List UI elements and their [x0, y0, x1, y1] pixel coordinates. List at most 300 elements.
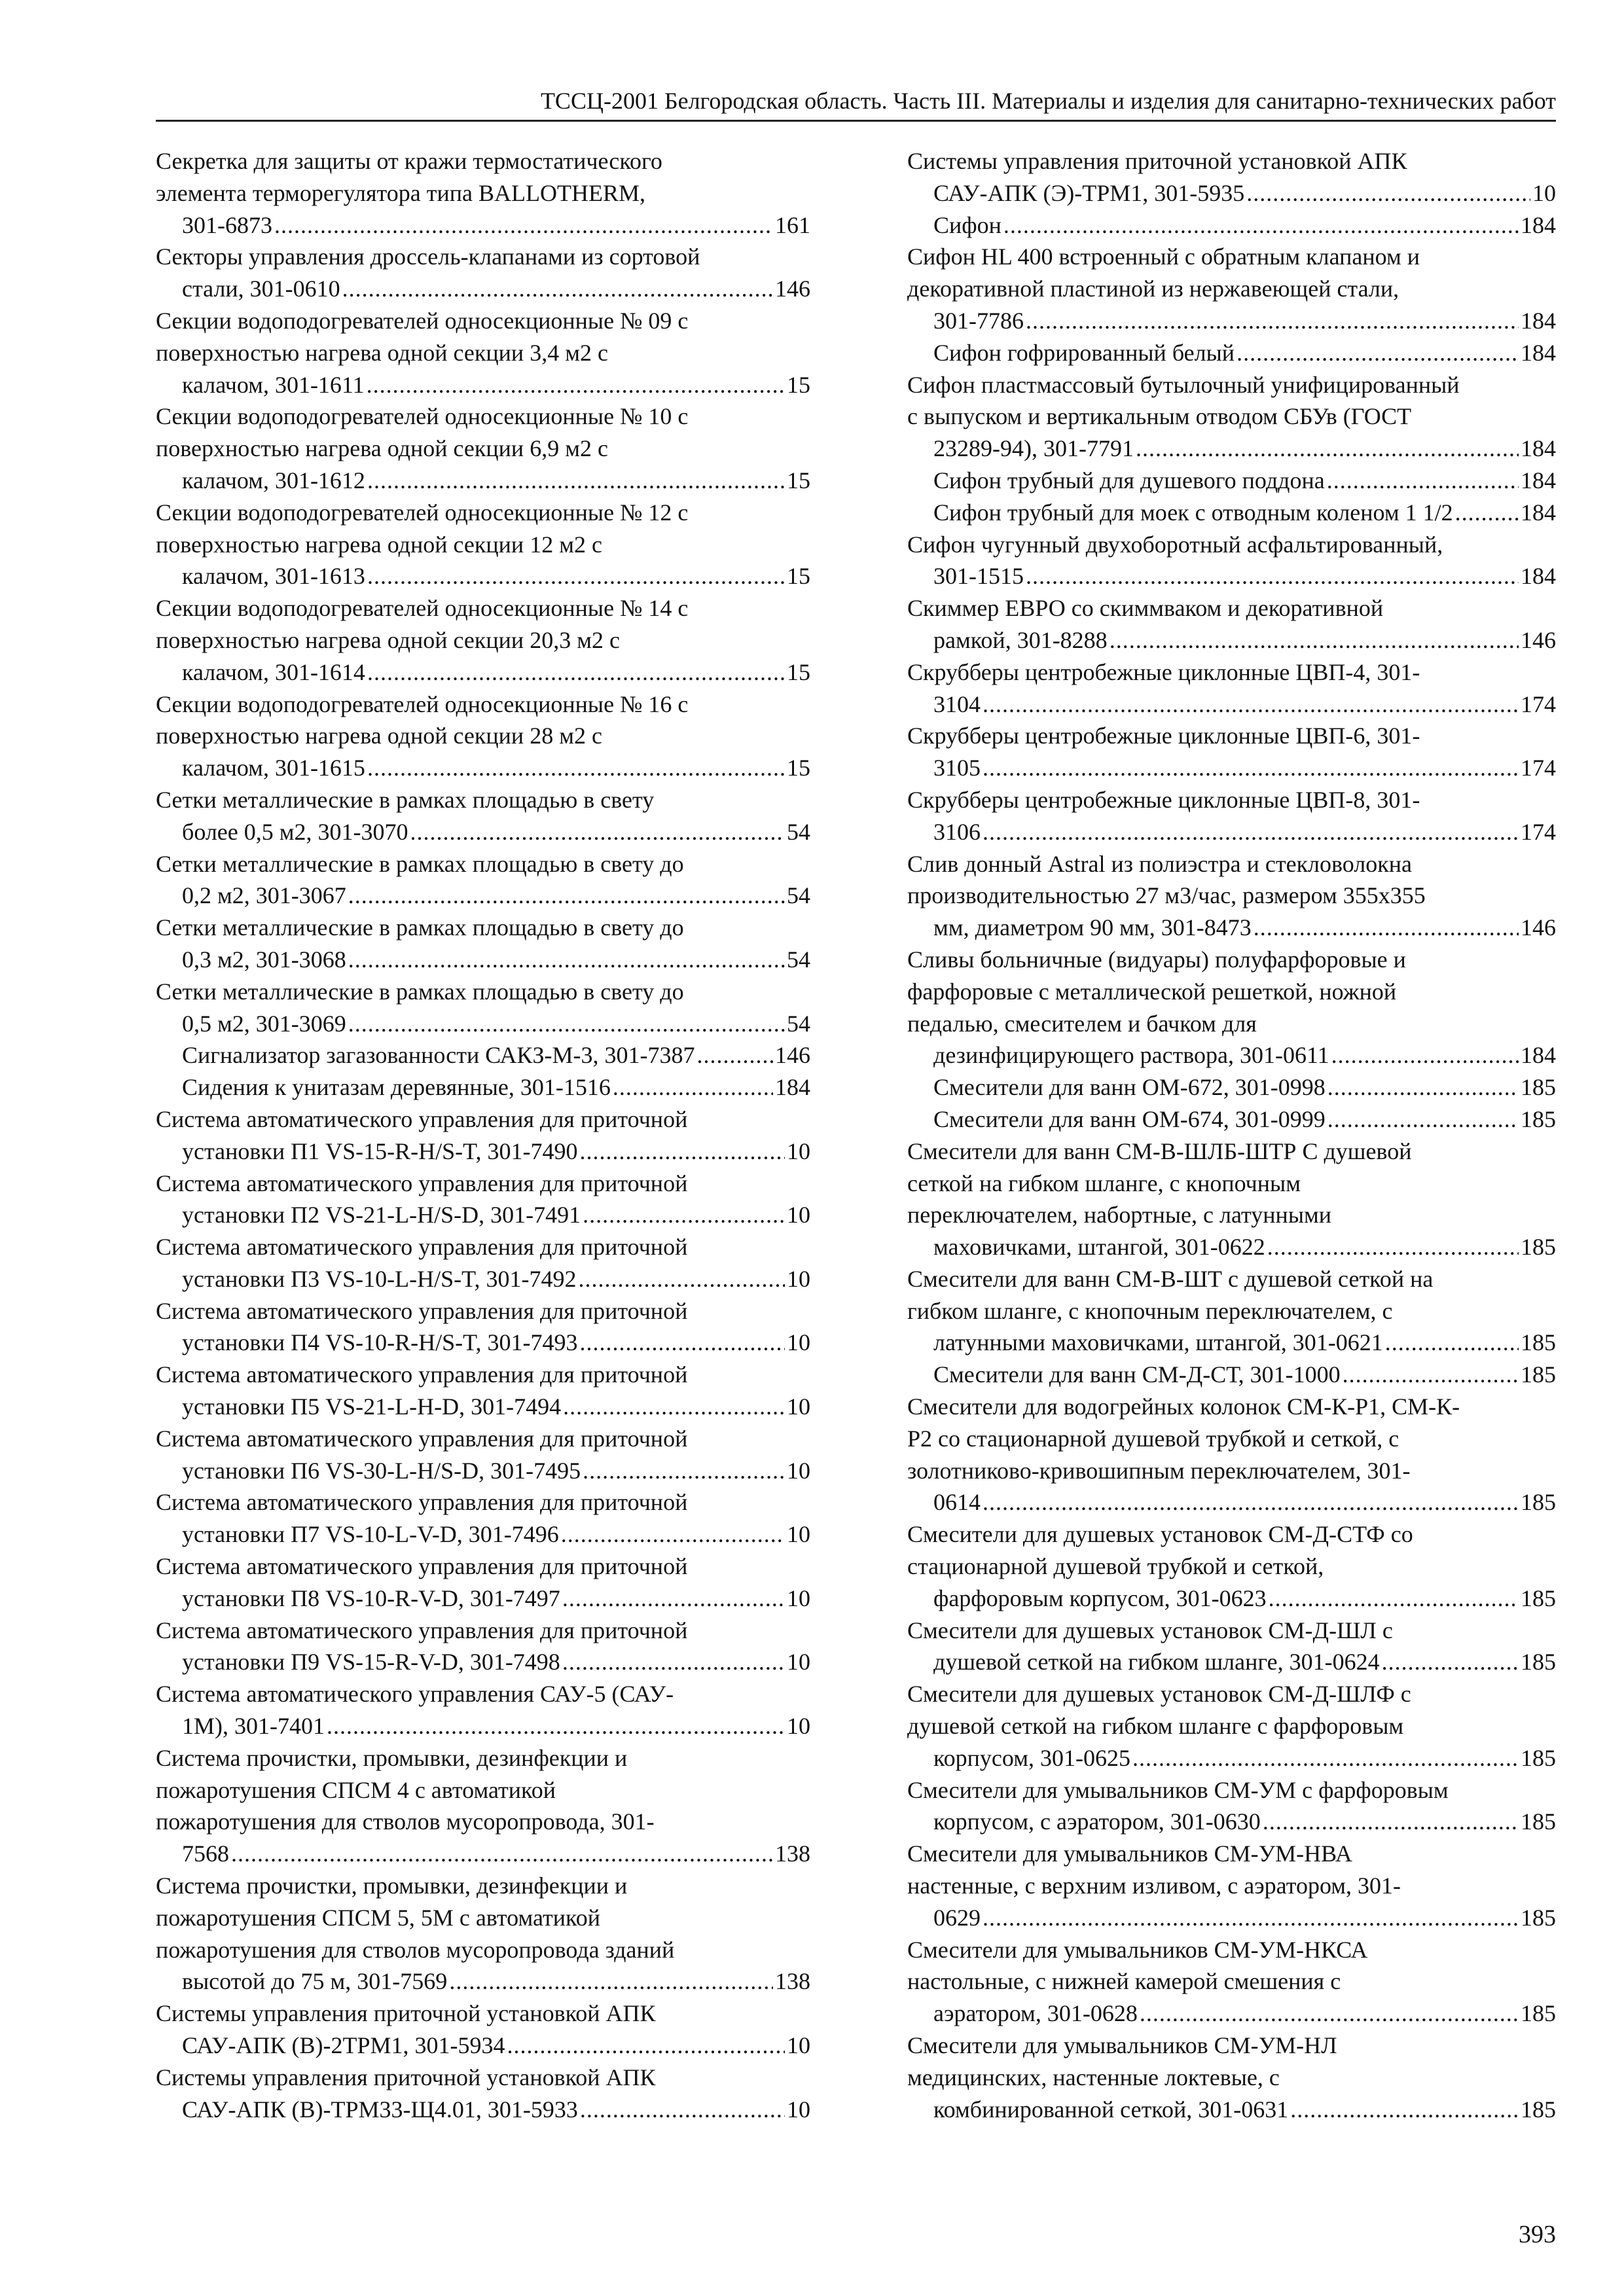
index-entry-last-line: [933, 689, 1556, 721]
dot-leader: [983, 816, 1519, 848]
index-entry-last-line: [182, 1039, 810, 1071]
index-entry-last-line: [933, 560, 1556, 592]
index-entry-line: декоративной пластиной из нержавеющей стали,: [907, 276, 1399, 302]
index-entry-line: Система автоматического управления для приточной: [156, 1617, 688, 1643]
index-entry-line: сеткой на гибком шланге, с кнопочным: [907, 1170, 1301, 1196]
index-entry-text: стали, 301-0610: [182, 276, 340, 302]
index-entry-line: Система автоматического управления для приточной: [156, 1361, 688, 1388]
index-entry-page-ref: 10: [787, 1393, 810, 1420]
dot-leader: [231, 1838, 773, 1870]
dot-leader: [1455, 497, 1519, 529]
index-entry-last-line: [933, 1646, 1556, 1678]
index-entry: [156, 1359, 810, 1423]
index-entry-page-ref: 10: [787, 1457, 810, 1484]
index-entry-line: Система автоматического управления для приточной: [156, 1170, 688, 1196]
index-entry-page-ref: 10: [1532, 179, 1556, 206]
index-entry-last-line: [933, 1902, 1556, 1934]
index-entry-last-line: [933, 912, 1556, 944]
dot-leader: [367, 369, 785, 401]
header-rule: [156, 120, 1556, 122]
dot-leader: [367, 465, 785, 497]
running-header: ТССЦ-2001 Белгородская область. Часть III. Материалы и изделия для санитарно-технических работ: [540, 88, 1556, 114]
index-entry-line: поверхностью нагрева одной секции 12 м2 с: [156, 531, 602, 558]
dot-leader: [348, 880, 785, 912]
dot-leader: [983, 689, 1519, 721]
index-entry-page-ref: 15: [787, 755, 810, 781]
index-entry-text: корпусом, 301-0625: [933, 1744, 1130, 1771]
index-entry: [156, 1423, 810, 1487]
index-entry-text: дезинфицирующего раствора, 301-0611: [933, 1042, 1329, 1069]
index-entry-line: Система автоматического управления для приточной: [156, 1234, 688, 1261]
index-entry: [156, 305, 810, 401]
index-entry-last-line: [933, 1327, 1556, 1359]
index-entry-page-ref: 54: [787, 882, 810, 909]
index-entry-page-ref: 185: [1521, 1074, 1556, 1101]
index-entry: [907, 1615, 1556, 1679]
index-entry-last-line: [182, 944, 810, 976]
index-entry-page-ref: 185: [1521, 1234, 1556, 1261]
index-entry-text: 7568: [182, 1840, 229, 1867]
dot-leader: [1382, 1646, 1519, 1678]
dot-leader: [1327, 1071, 1519, 1103]
index-entry: [907, 145, 1556, 209]
index-entry: [907, 209, 1556, 242]
index-entry-page-ref: 54: [787, 946, 810, 973]
index-entry-line: Сифон HL 400 встроенный с обратным клапаном и: [907, 243, 1420, 270]
index-entry-text: Сидения к унитазам деревянные, 301-1516: [182, 1074, 611, 1101]
index-entry: [156, 2062, 810, 2126]
index-entry-last-line: [182, 1646, 810, 1678]
index-entry-text: 301-6873: [182, 211, 272, 238]
index-entry-last-line: [182, 369, 810, 401]
index-entry-text: Сифон: [933, 211, 1001, 238]
index-entry: [907, 1103, 1556, 1136]
dot-leader: [562, 1646, 785, 1678]
index-entry-text: установки П3 VS-10-L-H/S-T, 301-7492: [182, 1265, 577, 1292]
dot-leader: [983, 1486, 1519, 1518]
index-entry-last-line: [933, 1583, 1556, 1615]
index-entry: [156, 1071, 810, 1103]
index-entry: [156, 976, 810, 1040]
index-entry-last-line: [182, 1071, 810, 1103]
index-entry-last-line: [933, 2094, 1556, 2126]
index-entry-last-line: [182, 560, 810, 592]
index-entry: [156, 689, 810, 784]
index-entry-last-line: [182, 1710, 810, 1742]
dot-leader: [367, 752, 785, 784]
index-entry-line: с выпуском и вертикальным отводом СБУв (ГОСТ: [907, 403, 1412, 430]
dot-leader: [1343, 1359, 1519, 1391]
dot-leader: [563, 1391, 785, 1423]
index-entry-text: мм, диаметром 90 мм, 301-8473: [933, 914, 1252, 941]
index-entry-last-line: [933, 816, 1556, 848]
index-entry-text: Сифон трубный для моек с отводным коленом 1 1/2: [933, 499, 1453, 526]
index-entry-line: золотниково-кривошипным переключателем, 301-: [907, 1457, 1411, 1484]
index-entry: [907, 1774, 1556, 1839]
index-entry: [156, 241, 810, 305]
index-entry: [907, 656, 1556, 721]
index-entry-page-ref: 185: [1521, 1105, 1556, 1132]
index-entry-page-ref: 10: [787, 1138, 810, 1164]
index-entry-text: Сифон трубный для душевого поддона: [933, 467, 1325, 493]
dot-leader: [696, 1039, 773, 1071]
index-entry: [907, 784, 1556, 848]
index-entry-line: Система прочистки, промывки, дезинфекции и: [156, 1744, 628, 1771]
page-number: 393: [1519, 2221, 1556, 2248]
index-entry-text: маховичками, штангой, 301-0622: [933, 1234, 1265, 1261]
index-entry-line: Система автоматического управления для приточной: [156, 1297, 688, 1324]
dot-leader: [410, 816, 785, 848]
index-entry-text: установки П5 VS-21-L-H-D, 301-7494: [182, 1393, 562, 1420]
index-entry-page-ref: 10: [787, 1521, 810, 1548]
index-entry-line: Система автоматического управления для приточной: [156, 1425, 688, 1452]
index-entry-text: 23289-94), 301-7791: [933, 435, 1134, 462]
dot-leader: [1269, 1583, 1519, 1615]
dot-leader: [1327, 1103, 1519, 1136]
index-entry-text: 3105: [933, 755, 981, 781]
dot-leader: [583, 1455, 785, 1487]
index-entry: [907, 1136, 1556, 1263]
index-entry-text: 301-1515: [933, 563, 1024, 590]
index-entry-line: Система прочистки, промывки, дезинфекции и: [156, 1873, 628, 1899]
index-entry-line: поверхностью нагрева одной секции 28 м2 с: [156, 723, 602, 749]
index-entry-line: Система автоматического управления для приточной: [156, 1105, 688, 1132]
index-entry-line: Смесители для умывальников СМ-УМ-НЛ: [907, 2032, 1337, 2059]
index-entry-last-line: [933, 305, 1556, 337]
dot-leader: [1110, 624, 1519, 656]
index-entry-last-line: [933, 497, 1556, 529]
index-entry: [156, 1615, 810, 1679]
index-entry-last-line: [182, 1136, 810, 1168]
index-entry-page-ref: 146: [775, 276, 810, 302]
dot-leader: [562, 1583, 785, 1615]
index-entry-text: Смесители для ванн СМ-Д-СТ, 301-1000: [933, 1361, 1341, 1388]
index-entry-last-line: [933, 1998, 1556, 2030]
index-entry-page-ref: 15: [787, 658, 810, 685]
index-entry-last-line: [933, 337, 1556, 369]
dot-leader: [1267, 1231, 1519, 1263]
index-entry-text: установки П8 VS-10-R-V-D, 301-7497: [182, 1585, 560, 1611]
index-entry-line: настенные, с верхним изливом, с аэратором, 301-: [907, 1873, 1401, 1899]
index-entry: [907, 1678, 1556, 1774]
dot-leader: [1136, 433, 1519, 465]
index-entry-text: 0,3 м2, 301-3068: [182, 946, 346, 973]
index-entry-last-line: [182, 465, 810, 497]
index-entry-page-ref: 15: [787, 467, 810, 493]
index-entry-page-ref: 184: [1521, 467, 1556, 493]
index-entry-line: Р2 со стационарной душевой трубкой и сеткой, с: [907, 1425, 1399, 1452]
index-entry-line: Скрубберы центробежные циклонные ЦВП-4, 301-: [907, 658, 1420, 685]
dot-leader: [348, 944, 785, 976]
index-entry-text: калачом, 301-1612: [182, 467, 365, 493]
dot-leader: [348, 1008, 785, 1040]
index-entry-page-ref: 185: [1521, 1808, 1556, 1835]
index-entry-page-ref: 10: [787, 1202, 810, 1229]
index-entry-page-ref: 185: [1521, 2096, 1556, 2123]
index-entry-page-ref: 10: [787, 1649, 810, 1676]
index-entry-last-line: [933, 1071, 1556, 1103]
dot-leader: [327, 1710, 785, 1742]
index-entry-line: Сетки металлические в рамках площадью в свету до: [156, 850, 684, 877]
index-entry-page-ref: 15: [787, 563, 810, 590]
index-entry: [156, 784, 810, 848]
dot-leader: [274, 209, 773, 242]
index-entry-line: Система автоматического управления САУ-5 (САУ-: [156, 1681, 674, 1708]
index-entry-line: Скрубберы центробежные циклонные ЦВП-8, 301-: [907, 786, 1420, 813]
index-entry-text: фарфоровым корпусом, 301-0623: [933, 1585, 1267, 1611]
index-entry: [907, 720, 1556, 784]
dot-leader: [1236, 337, 1519, 369]
index-entry: [156, 1168, 810, 1232]
dot-leader: [583, 1199, 785, 1231]
index-entry-line: Смесители для душевых установок СМ-Д-ШЛФ с: [907, 1681, 1411, 1708]
index-entry-text: 301-7786: [933, 307, 1024, 334]
index-entry-last-line: [933, 1359, 1556, 1391]
dot-leader: [367, 656, 785, 689]
dot-leader: [983, 1902, 1519, 1934]
index-entry: [907, 465, 1556, 497]
index-entry-page-ref: 174: [1521, 818, 1556, 845]
index-entry: [907, 848, 1556, 944]
dot-leader: [1385, 1327, 1519, 1359]
dot-leader: [507, 2030, 785, 2062]
index-entry-page-ref: 185: [1521, 1904, 1556, 1931]
index-entry-page-ref: 185: [1521, 1361, 1556, 1388]
dot-leader: [1246, 177, 1530, 209]
index-entry-line: стационарной душевой трубкой и сеткой,: [907, 1553, 1324, 1580]
index-entry-page-ref: 138: [775, 1840, 810, 1867]
index-entry-page-ref: 184: [1521, 1042, 1556, 1069]
index-entry-line: Сливы больничные (видуары) полуфарфоровые и: [907, 946, 1406, 973]
index-entry-line: Скрубберы центробежные циклонные ЦВП-6, 301-: [907, 723, 1420, 749]
index-entry-line: Секции водоподогревателей односекционные № 10 с: [156, 403, 689, 430]
index-entry-page-ref: 10: [787, 1713, 810, 1740]
index-entry-last-line: [182, 752, 810, 784]
index-entry-text: САУ-АПК (В)-2ТРМ1, 301-5934: [182, 2032, 505, 2059]
index-entry-page-ref: 184: [1521, 563, 1556, 590]
dot-leader: [1263, 1806, 1519, 1838]
index-entry-line: поверхностью нагрева одной секции 3,4 м2 с: [156, 339, 608, 366]
index-entry-text: калачом, 301-1614: [182, 658, 365, 685]
index-entry-line: пожаротушения СПСМ 4 с автоматикой: [156, 1776, 556, 1803]
index-entry-page-ref: 174: [1521, 755, 1556, 781]
index-entry-line: Смесители для душевых установок СМ-Д-ШЛ с: [907, 1617, 1393, 1643]
index-entry-last-line: [182, 1008, 810, 1040]
index-entry-text: установки П2 VS-21-L-H/S-D, 301-7491: [182, 1202, 581, 1229]
index-entry-text: 0,5 м2, 301-3069: [182, 1010, 346, 1037]
index-entry-page-ref: 174: [1521, 691, 1556, 717]
dot-leader: [561, 1518, 785, 1551]
index-entry-line: педалью, смесителем и бачком для: [907, 1010, 1257, 1037]
index-entry-last-line: [933, 1103, 1556, 1136]
index-entry-line: медицинских, настенные локтевые, с: [907, 2064, 1280, 2090]
index-entry-page-ref: 138: [775, 1968, 810, 1995]
index-entry-text: душевой сеткой на гибком шланге, 301-0624: [933, 1649, 1380, 1676]
index-entry-page-ref: 184: [1521, 435, 1556, 462]
index-entry-last-line: [933, 1742, 1556, 1774]
index-entry: [907, 1359, 1556, 1391]
index-entry-page-ref: 161: [775, 211, 810, 238]
index-entry-page-ref: 184: [775, 1074, 810, 1101]
index-entry-page-ref: 15: [787, 371, 810, 398]
index-entry-text: 1М), 301-7401: [182, 1713, 325, 1740]
index-entry-last-line: [182, 1263, 810, 1295]
dot-leader: [1331, 1039, 1519, 1071]
index-entry-text: установки П4 VS-10-R-H/S-T, 301-7493: [182, 1329, 578, 1356]
index-entry-text: 0,2 м2, 301-3067: [182, 882, 346, 909]
index-entry: [156, 1231, 810, 1295]
index-entry-line: переключателем, набортные, с латунными: [907, 1202, 1332, 1229]
index-entry-line: фарфоровые с металлической решеткой, ножной: [907, 978, 1397, 1005]
index-entry-text: установки П9 VS-15-R-V-D, 301-7498: [182, 1649, 560, 1676]
index-entry-page-ref: 184: [1521, 339, 1556, 366]
index-entry-line: Система автоматического управления для приточной: [156, 1553, 688, 1580]
index-entry-line: Смесители для умывальников СМ-УМ-НКСА: [907, 1936, 1368, 1963]
index-entry-text: комбинированной сеткой, 301-0631: [933, 2096, 1289, 2123]
index-entry-line: пожаротушения для стволов мусоропровода зданий: [156, 1936, 675, 1963]
dot-leader: [1003, 209, 1519, 242]
index-entry-last-line: [933, 465, 1556, 497]
index-entry: [156, 1870, 810, 1998]
index-entry-page-ref: 185: [1521, 1649, 1556, 1676]
index-entry-line: пожаротушения СПСМ 5, 5М с автоматикой: [156, 1904, 600, 1931]
index-entry: [156, 912, 810, 976]
index-entry: [156, 1103, 810, 1168]
index-entry-last-line: [933, 752, 1556, 784]
index-entry: [156, 1486, 810, 1551]
index-column-right: [907, 145, 1556, 2125]
dot-leader: [579, 1327, 785, 1359]
index-entry-line: Системы управления приточной установкой АПК: [907, 148, 1407, 174]
index-entry-last-line: [933, 1486, 1556, 1518]
index-entry: [907, 241, 1556, 336]
index-entry-page-ref: 185: [1521, 1744, 1556, 1771]
index-entry-line: Сетки металлические в рамках площадью в свету до: [156, 914, 684, 941]
index-entry: [156, 592, 810, 688]
index-entry-line: Секции водоподогревателей односекционные № 09 с: [156, 307, 689, 334]
index-entry-line: Системы управления приточной установкой АПК: [156, 2000, 656, 2027]
index-entry-last-line: [933, 624, 1556, 656]
index-entry-line: Секции водоподогревателей односекционные № 14 с: [156, 595, 689, 622]
index-entry: [907, 1263, 1556, 1359]
index-entry-last-line: [182, 880, 810, 912]
index-entry-text: калачом, 301-1615: [182, 755, 365, 781]
index-entry: [156, 848, 810, 912]
index-entry-page-ref: 10: [787, 2096, 810, 2123]
dot-leader: [342, 273, 773, 305]
index-entry-line: Скиммер ЕВРО со скиммваком и декоративной: [907, 595, 1384, 622]
dot-leader: [580, 2094, 785, 2126]
index-entry-page-ref: 146: [1521, 626, 1556, 653]
index-entry-line: производительностью 27 м3/час, размером 355х355: [907, 882, 1426, 909]
index-entry-line: Система автоматического управления для приточной: [156, 1489, 688, 1516]
dot-leader: [1132, 1742, 1519, 1774]
index-entry: [907, 369, 1556, 465]
index-entry-last-line: [182, 209, 810, 242]
index-entry-last-line: [182, 1518, 810, 1551]
dot-leader: [449, 1965, 773, 1998]
index-entry-page-ref: 146: [1521, 914, 1556, 941]
index-entry-text: 3106: [933, 818, 981, 845]
index-entry-line: Секции водоподогревателей односекционные № 12 с: [156, 499, 689, 526]
index-entry-text: 3104: [933, 691, 981, 717]
index-entry-line: Секретка для защиты от кражи термостатического: [156, 148, 662, 174]
index-entry-text: 0614: [933, 1489, 981, 1516]
index-entry-last-line: [182, 273, 810, 305]
index-entry-page-ref: 185: [1521, 1489, 1556, 1516]
index-entry-line: Секторы управления дроссель-клапанами из сортовой: [156, 243, 700, 270]
index-entry: [156, 145, 810, 241]
index-entry-page-ref: 185: [1521, 1329, 1556, 1356]
dot-leader: [1290, 2094, 1519, 2126]
dot-leader: [1026, 305, 1519, 337]
index-entry-line: поверхностью нагрева одной секции 20,3 м2 с: [156, 626, 620, 653]
index-entry-text: Сигнализатор загазованности САКЗ-М-3, 301-7387: [182, 1042, 695, 1069]
index-entry-last-line: [933, 1231, 1556, 1263]
index-entry-last-line: [933, 209, 1556, 242]
index-entry-page-ref: 184: [1521, 211, 1556, 238]
index-entry-last-line: [182, 1327, 810, 1359]
index-entry-page-ref: 185: [1521, 1585, 1556, 1611]
index-entry-line: Сифон чугунный двухоборотный асфальтированный,: [907, 531, 1443, 558]
index-entry: [156, 1742, 810, 1870]
index-entry: [907, 1391, 1556, 1518]
index-entry-text: установки П6 VS-30-L-H/S-D, 301-7495: [182, 1457, 581, 1484]
index-entry: [156, 1295, 810, 1359]
index-entry-last-line: [182, 1391, 810, 1423]
index-entry-text: Сифон гофрированный белый: [933, 339, 1235, 366]
index-entry-line: Сетки металлические в рамках площадью в свету: [156, 786, 655, 813]
index-entry-page-ref: 54: [787, 1010, 810, 1037]
index-column-left: [156, 145, 810, 2125]
index-entry-text: САУ-АПК (В)-ТРМ33-Щ4.01, 301-5933: [182, 2096, 578, 2123]
index-entry-text: корпусом, с аэратором, 301-0630: [933, 1808, 1261, 1835]
index-entry-last-line: [182, 1583, 810, 1615]
index-entry-text: Смесители для ванн ОМ-674, 301-0999: [933, 1105, 1326, 1132]
index-entry-last-line: [182, 1455, 810, 1487]
index-entry: [907, 337, 1556, 369]
index-entry-text: калачом, 301-1611: [182, 371, 365, 398]
index-entry-page-ref: 10: [787, 2032, 810, 2059]
index-entry-line: элемента терморегулятора типа BALLOTHERM,: [156, 179, 646, 206]
index-entry-last-line: [933, 1806, 1556, 1838]
index-entry-text: установки П7 VS-10-L-V-D, 301-7496: [182, 1521, 559, 1548]
index-entry-last-line: [933, 177, 1556, 209]
index-entry-text: САУ-АПК (Э)-ТРМ1, 301-5935: [933, 179, 1245, 206]
index-entry-text: Смесители для ванн ОМ-672, 301-0998: [933, 1074, 1326, 1101]
index-entry-line: гибком шланге, с кнопочным переключателем, с: [907, 1297, 1393, 1324]
index-entry-line: Сифон пластмассовый бутылочный унифицированный: [907, 371, 1460, 398]
index-entry-page-ref: 10: [787, 1585, 810, 1611]
index-entry: [907, 1071, 1556, 1103]
index-entry-last-line: [933, 1039, 1556, 1071]
index-entry: [156, 1039, 810, 1071]
index-entry: [907, 497, 1556, 529]
index-entry-last-line: [933, 433, 1556, 465]
index-entry: [907, 529, 1556, 593]
index-entry-last-line: [182, 2030, 810, 2062]
index-entry-text: латунными маховичками, штангой, 301-0621: [933, 1329, 1383, 1356]
index-entry-line: пожаротушения для стволов мусоропровода, 301-: [156, 1808, 655, 1835]
index-entry-text: высотой до 75 м, 301-7569: [182, 1968, 448, 1995]
index-entry-line: Смесители для умывальников СМ-УМ с фарфоровым: [907, 1776, 1449, 1803]
index-entry: [156, 1678, 810, 1742]
index-entry: [907, 1934, 1556, 2030]
index-entry-page-ref: 184: [1521, 307, 1556, 334]
index-entry-text: более 0,5 м2, 301-3070: [182, 818, 408, 845]
dot-leader: [1254, 912, 1519, 944]
index-entry-page-ref: 10: [787, 1265, 810, 1292]
